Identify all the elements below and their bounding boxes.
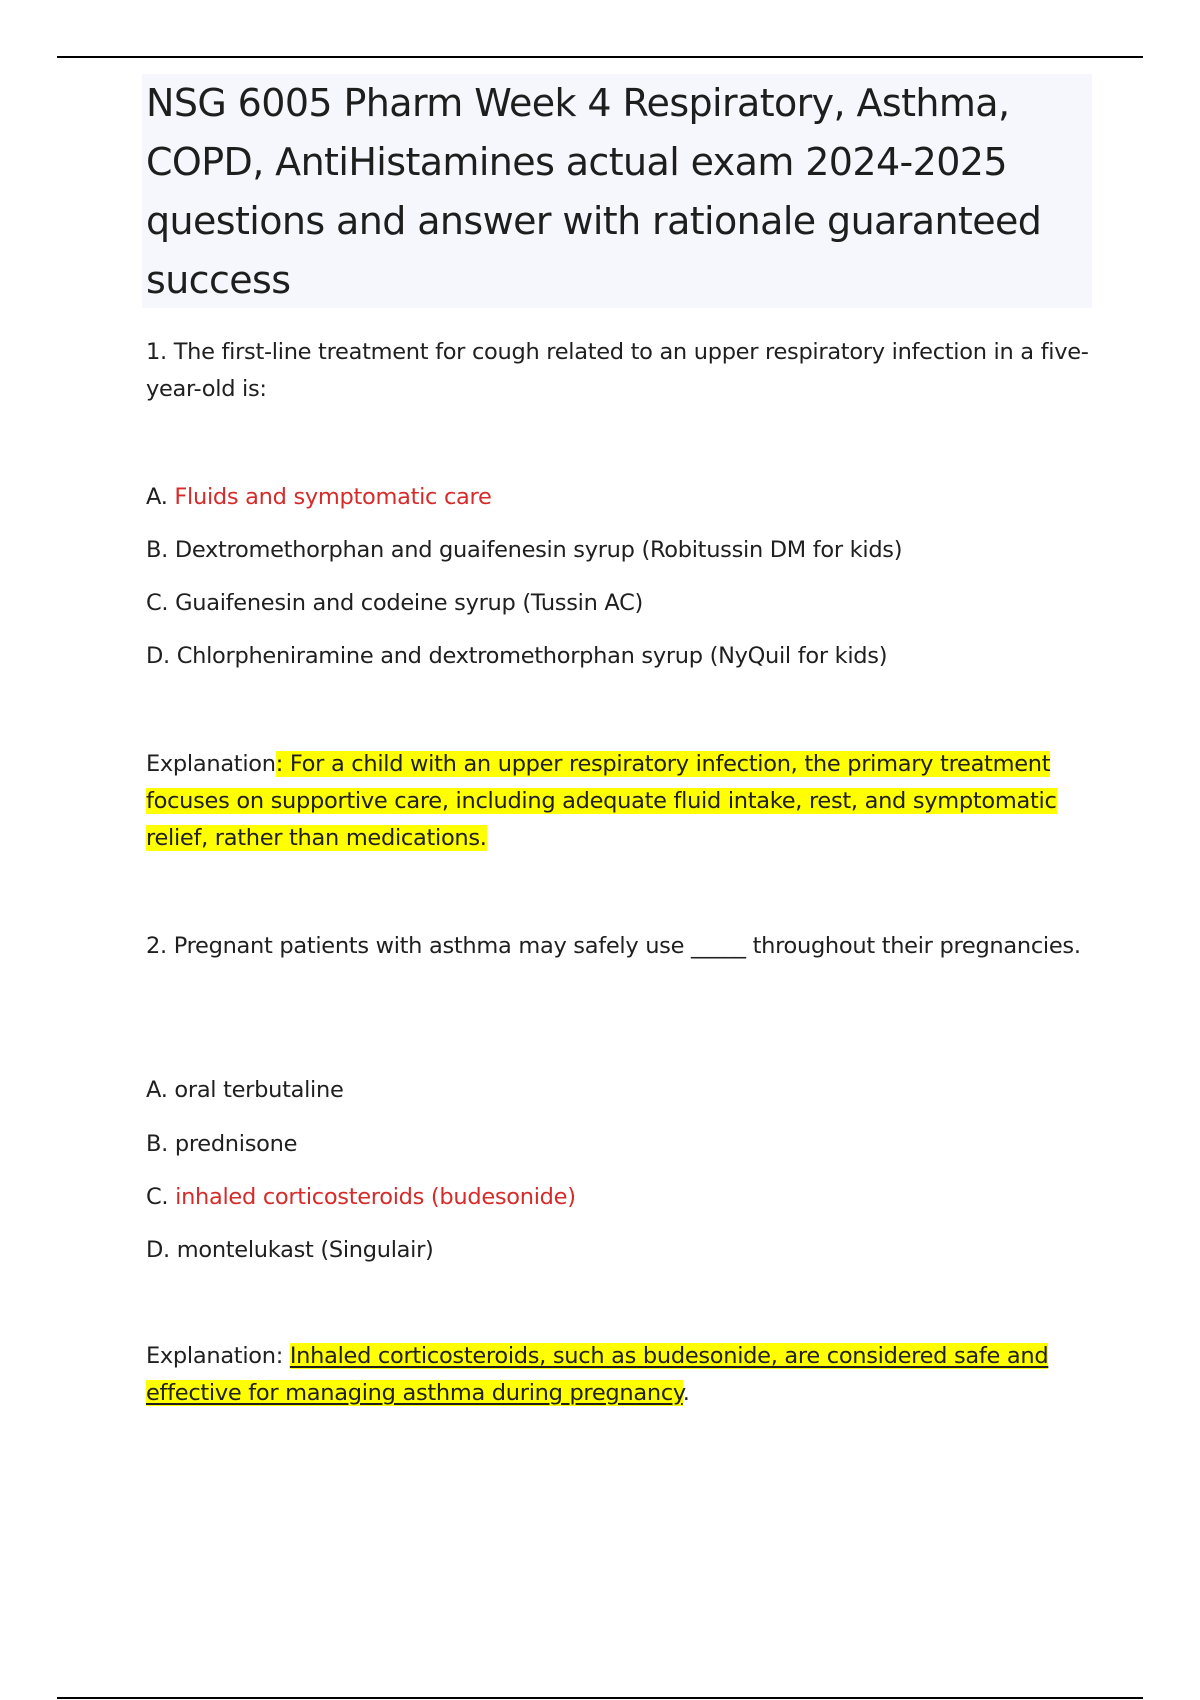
question-1-option-b bbox=[146, 532, 902, 569]
question-1-prompt: 1. The first-line treatment for cough related to an upper respiratory infection in a five-year-old is: bbox=[146, 339, 1089, 402]
question-2-explanation bbox=[146, 1338, 1096, 1412]
question-2-option-b bbox=[146, 1126, 297, 1163]
explanation-highlight: Inhaled corticosteroids, such as budesonide, are considered safe and effective for managing asthma during pregnancy bbox=[146, 1343, 1049, 1406]
question-2-option-a bbox=[146, 1072, 344, 1109]
option-prefix: C. bbox=[146, 590, 176, 616]
question-2-prompt: 2. Pregnant patients with asthma may safely use _____ throughout their pregnancies. bbox=[146, 933, 1081, 959]
option-prefix: D. bbox=[146, 643, 177, 669]
option-prefix: D. bbox=[146, 1237, 177, 1263]
option-text: montelukast (Singulair) bbox=[176, 1237, 434, 1263]
option-prefix: C. bbox=[146, 1184, 176, 1210]
option-text: oral terbutaline bbox=[174, 1077, 344, 1103]
option-prefix: A. bbox=[146, 484, 175, 510]
option-text: Dextromethorphan and guaifenesin syrup (Robitussin DM for kids) bbox=[174, 537, 903, 563]
correct-answer-text: inhaled corticosteroids (budesonide) bbox=[175, 1184, 576, 1210]
option-text: Guaifenesin and codeine syrup (Tussin AC) bbox=[175, 590, 644, 616]
correct-answer-text: Fluids and symptomatic care bbox=[174, 484, 492, 510]
option-text: prednisone bbox=[174, 1131, 298, 1157]
option-text: Chlorpheniramine and dextromethorphan syrup (NyQuil for kids) bbox=[176, 643, 888, 669]
top-rule bbox=[57, 56, 1143, 58]
explanation-label: Explanation bbox=[146, 751, 276, 777]
explanation-highlight: : For a child with an upper respiratory infection, the primary treatment focuses on supportive care, including adequate fluid intake, rest, and symptomatic relief, rather than medications. bbox=[146, 751, 1057, 851]
question-1-explanation bbox=[146, 746, 1096, 857]
option-prefix: B. bbox=[146, 1131, 175, 1157]
explanation-tail: . bbox=[682, 1380, 690, 1406]
bottom-rule bbox=[57, 1697, 1143, 1699]
explanation-label: Explanation: bbox=[146, 1343, 290, 1369]
document-title: NSG 6005 Pharm Week 4 Respiratory, Asthma, COPD, AntiHistamines actual exam 2024-2025 questions and answer with rationale guaranteed success bbox=[146, 81, 1042, 302]
question-2-option-c bbox=[146, 1179, 576, 1216]
question-1-option-a bbox=[146, 479, 492, 516]
question-1-option-c bbox=[146, 585, 643, 622]
option-prefix: A. bbox=[146, 1077, 175, 1103]
option-prefix: B. bbox=[146, 537, 175, 563]
question-1-option-d bbox=[146, 638, 887, 675]
question-2-option-d bbox=[146, 1232, 434, 1269]
